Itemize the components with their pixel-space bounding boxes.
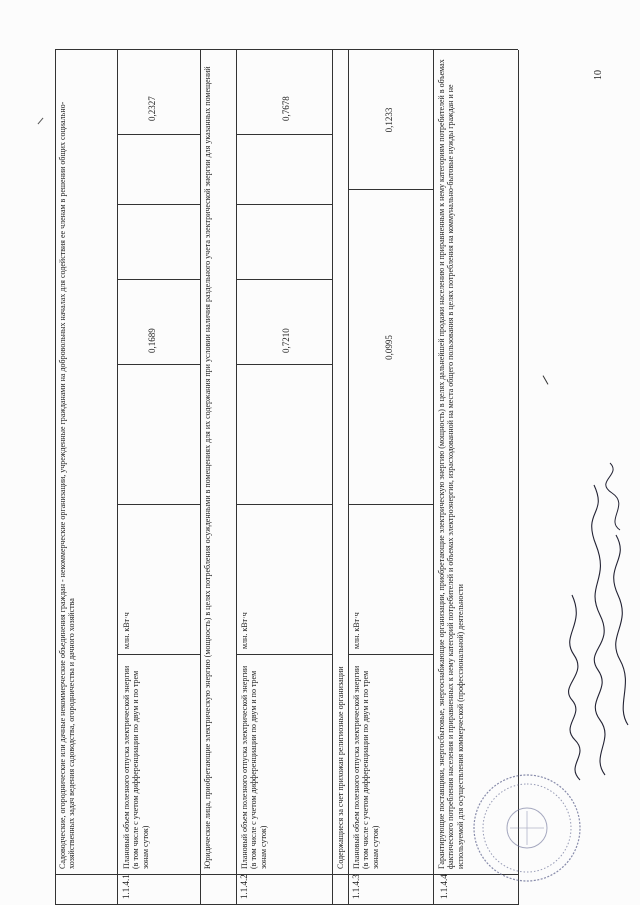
table-border-line: [117, 204, 200, 205]
section-title: Садоводческие, огороднические или дачные некоммерческие объединения граждан - некоммерческие организации, учрежденные гражданами на добровольных началах для содействия ее членам в решении общих социально-хозяйственных задач ведения садоводства, огородничества и дачного хозяйства: [58, 101, 77, 869]
page-number: 10: [593, 70, 604, 80]
table-border-line: [433, 50, 434, 905]
section-title: Гарантирующие поставщики, энергосбытовые, энергоснабжающие организации, приобретающие электрическую энергию (мощность) в целях дальнейшей продажи населению и приравненным к нему категориям потребителей в объемах фактического потребления населения и приравненных к нему категорий потребителей и объемах электроэнергии, израсходованной на места общего пользования в целях потребления на коммунально-бытовые нужды граждан и не используемой для осуществления коммерческой (профессиональной) деятельности: [437, 59, 465, 869]
table-border-line: [117, 504, 200, 505]
table-border-line: [236, 654, 332, 655]
table-border-line: [236, 50, 237, 905]
table-border-line: [117, 134, 200, 135]
table-border-line: [332, 50, 333, 905]
table-border-line: [117, 364, 200, 365]
row-label: Плановый объем полезного отпуска электрической энергии (в том числе с учетом дифференциации по двум и по трем зонам суток): [240, 665, 268, 869]
table-border-line: [55, 50, 56, 905]
handwritten-signature: [560, 455, 640, 785]
table-border-line: [55, 49, 518, 50]
value-cell: 0,7210: [281, 328, 291, 353]
value-cell: 0,2327: [147, 96, 157, 121]
unit-cell: млн. кВт·ч: [240, 612, 249, 649]
row-label: Плановый объем полезного отпуска электрической энергии (в том числе с учетом дифференциации по двум и по трем зонам суток): [352, 665, 380, 869]
table-border-line: [236, 364, 332, 365]
unit-cell: млн. кВт·ч: [122, 612, 131, 649]
value-cell: 0,1689: [147, 328, 157, 353]
unit-cell: млн. кВт·ч: [352, 612, 361, 649]
row-label: Плановый объем полезного отпуска электрической энергии (в том числе с учетом дифференциации по двум и по трем зонам суток): [122, 665, 150, 869]
round-stamp: [470, 770, 585, 885]
row-number: 1.1.4.4: [439, 874, 449, 899]
row-number: 1.1.4.3: [351, 874, 361, 899]
table-border-line: [236, 279, 332, 280]
table-border-line: [117, 654, 200, 655]
value-cell: 0,7678: [281, 96, 291, 121]
section-title: Содержащиеся за счет прихожан религиозные организации: [336, 666, 345, 869]
table-border-line: [236, 204, 332, 205]
section-title: Юридические лица, приобретающие электрическую энергию (мощность) в целях потребления осужденными в помещениях для их содержания при условии наличия раздельного учета электрической энергии для указанных помещений: [203, 66, 212, 869]
value-cell: 0,1233: [384, 107, 394, 133]
row-number: 1.1.4.1: [121, 874, 131, 899]
table-border-line: [117, 50, 118, 905]
table-border-line: [117, 279, 200, 280]
value-cell: 0,0995: [384, 335, 394, 360]
table-border-line: [236, 134, 332, 135]
table-border-line: [200, 50, 201, 905]
table-border-line: [348, 50, 349, 905]
row-number: 1.1.4.2: [239, 874, 249, 899]
table-border-line: [236, 504, 332, 505]
table-border-line: [348, 654, 433, 655]
